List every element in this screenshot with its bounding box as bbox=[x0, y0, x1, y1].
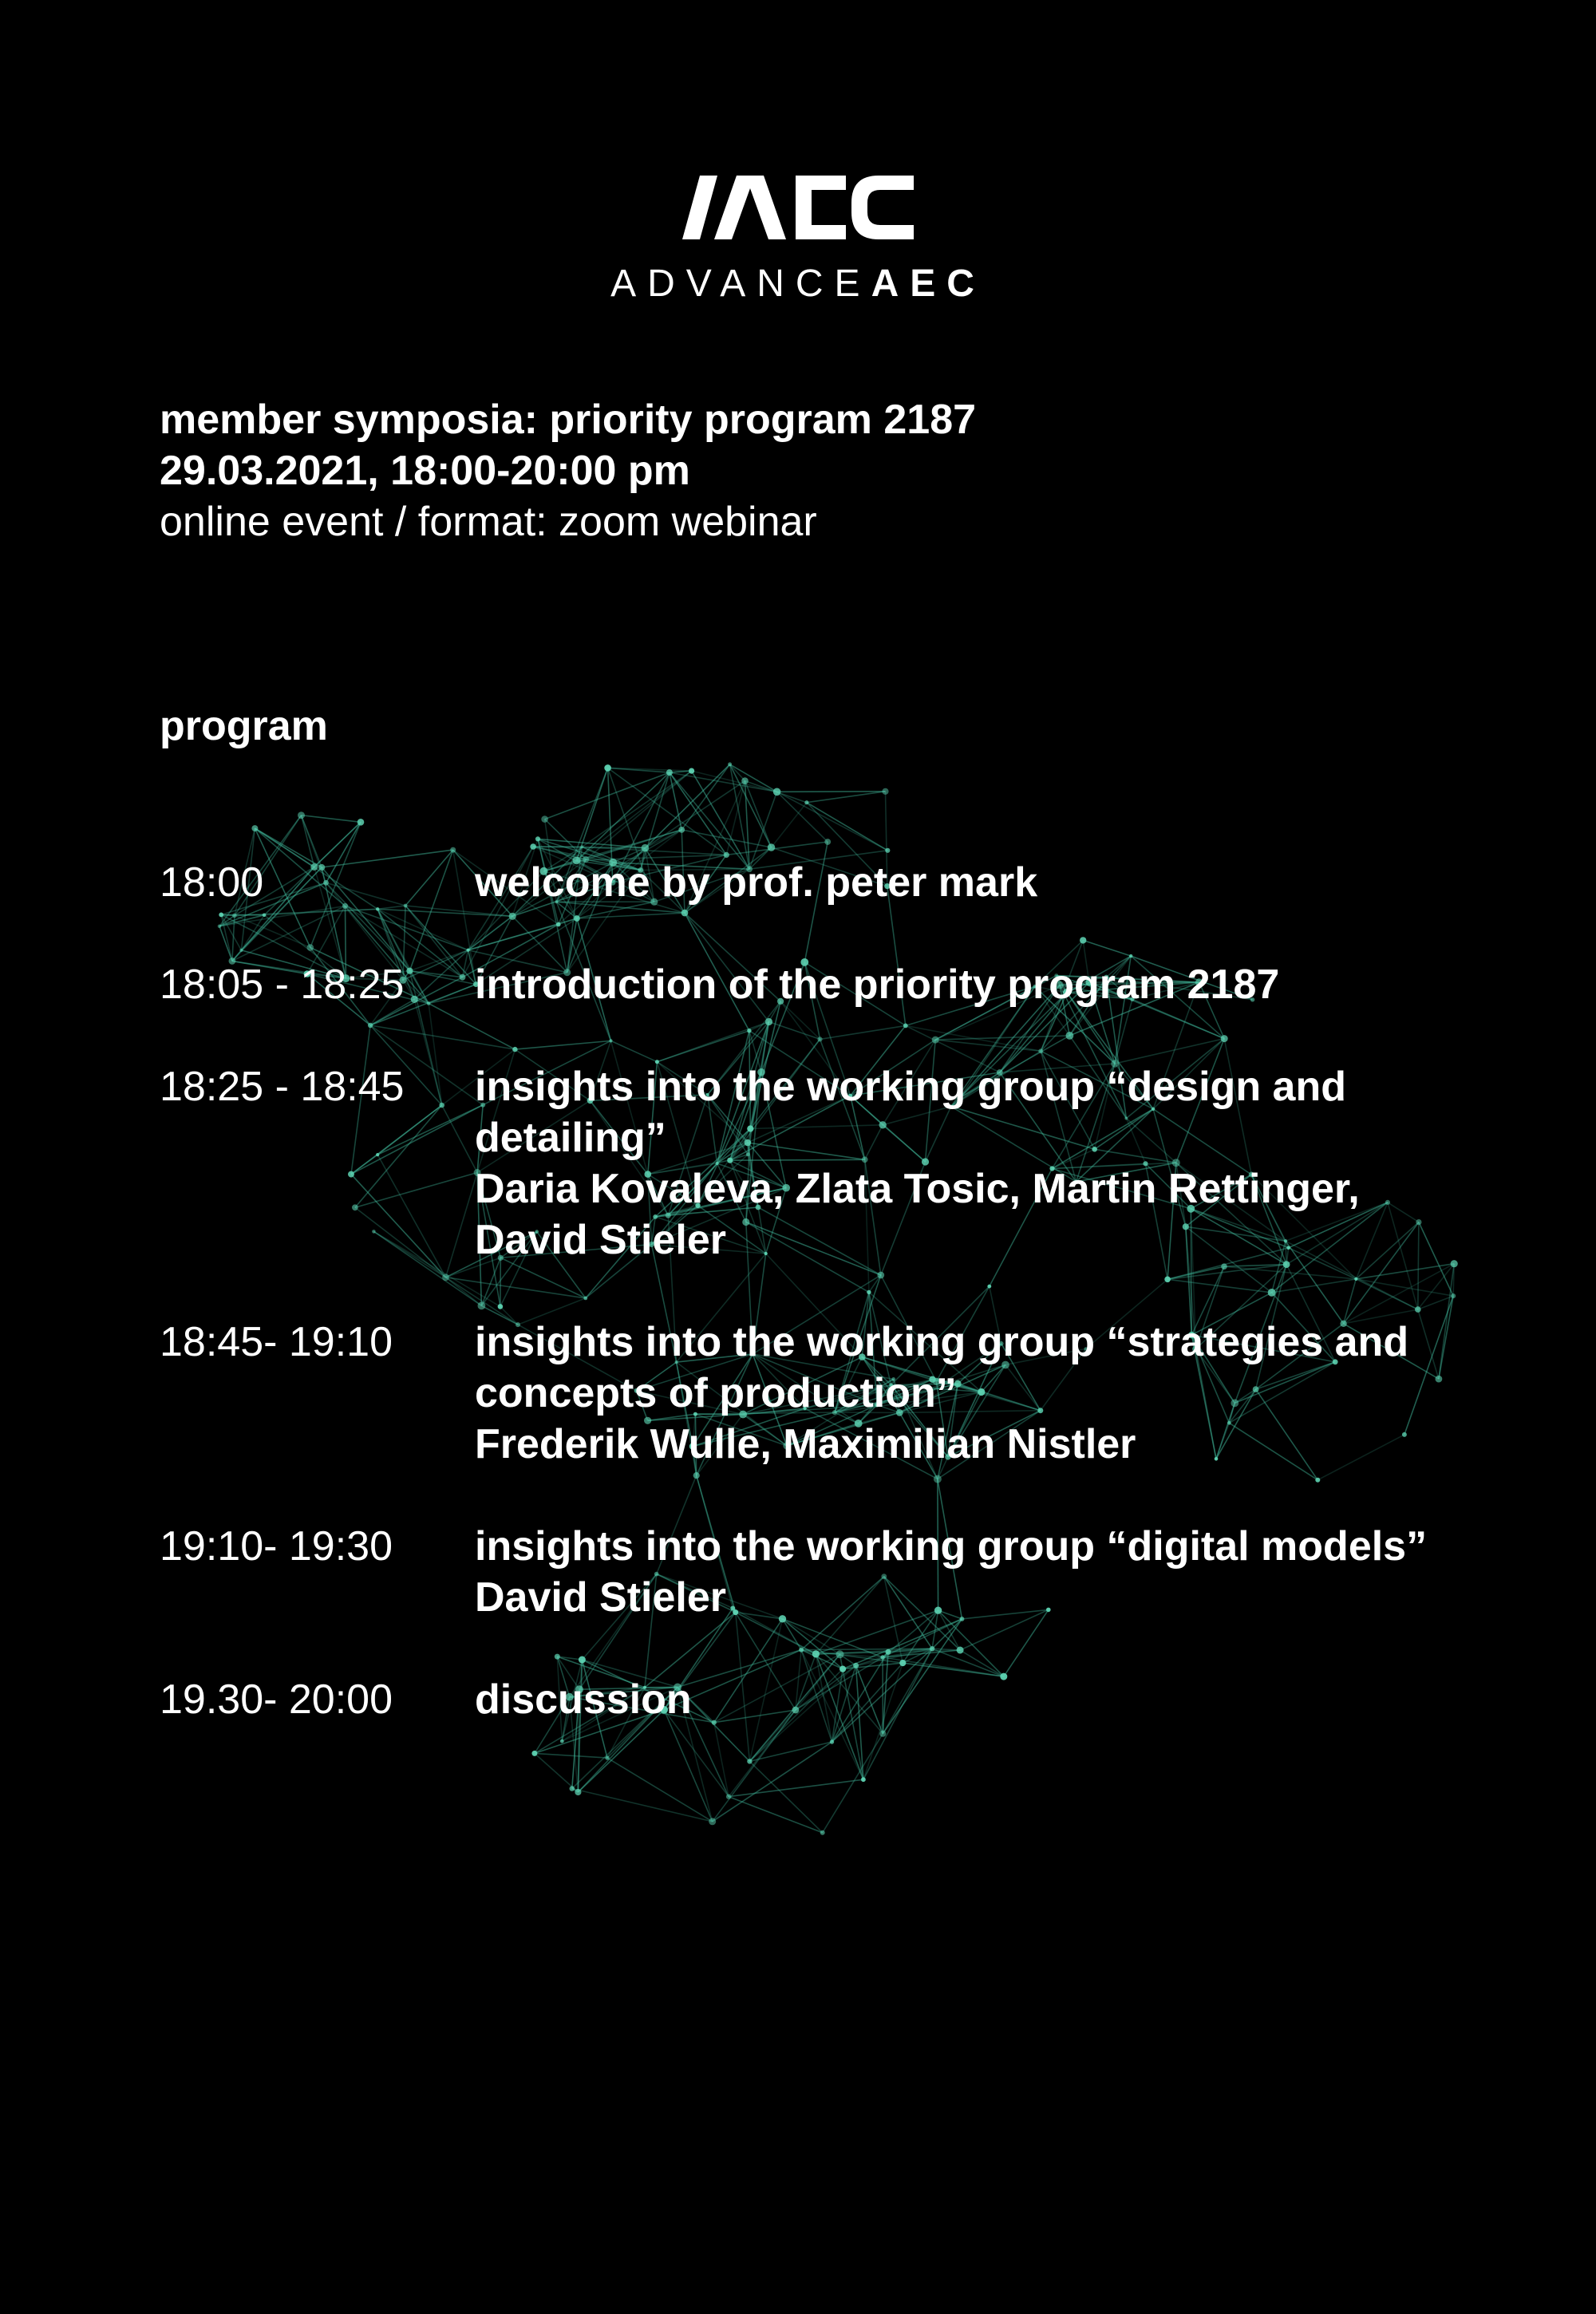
program-item bbox=[160, 1061, 1468, 1266]
network-node bbox=[861, 1777, 866, 1782]
network-node bbox=[666, 769, 673, 776]
program-item-title: insights into the working group “digital models” bbox=[475, 1523, 1428, 1570]
network-node bbox=[773, 788, 781, 796]
network-node bbox=[530, 843, 536, 850]
network-node bbox=[709, 1818, 716, 1825]
program-item-title: insights into the working group “strategies and concepts of production” bbox=[475, 1319, 1409, 1416]
program-item bbox=[160, 1674, 1468, 1725]
network-edge bbox=[670, 772, 749, 869]
logo-wordmark-bold: AEC bbox=[871, 263, 986, 305]
network-node bbox=[820, 1830, 825, 1835]
network-edge bbox=[572, 1789, 713, 1822]
network-node bbox=[678, 827, 685, 833]
program-item-title: insights into the working group “design and detailing” bbox=[475, 1064, 1346, 1161]
network-node bbox=[824, 839, 831, 845]
program-item-title: introduction of the priority program 2187 bbox=[475, 962, 1280, 1008]
network-node bbox=[804, 800, 808, 804]
network-node bbox=[604, 764, 611, 772]
logo-wordmark-light: ADVANCE bbox=[610, 263, 871, 305]
network-node bbox=[580, 845, 583, 848]
network-edge bbox=[729, 1779, 863, 1796]
event-header bbox=[160, 394, 976, 547]
program-item bbox=[160, 959, 1468, 1010]
program-heading: program bbox=[160, 703, 328, 749]
network-node bbox=[358, 819, 365, 826]
network-node bbox=[882, 788, 888, 795]
network-edge bbox=[807, 792, 886, 803]
program-item-content bbox=[475, 959, 1468, 1010]
program-item-content bbox=[475, 1061, 1468, 1266]
network-node bbox=[689, 768, 694, 774]
logo-wordmark bbox=[0, 262, 1596, 306]
network-node bbox=[642, 844, 650, 852]
network-node bbox=[728, 762, 732, 766]
program-item-speakers: David Stieler bbox=[475, 1574, 727, 1621]
program-item-time: 19:10- 19:30 bbox=[160, 1523, 393, 1570]
network-edge bbox=[302, 815, 361, 823]
program-item bbox=[160, 1317, 1468, 1470]
program-item-time: 18:00 bbox=[160, 859, 264, 906]
program-item-time: 18:05 - 18:25 bbox=[160, 962, 405, 1008]
program-item-speakers: Daria Kovaleva, Zlata Tosic, Martin Rettinger, David Stieler bbox=[475, 1166, 1360, 1263]
program-item-title: welcome by prof. peter mark bbox=[475, 859, 1038, 906]
network-node bbox=[768, 843, 776, 851]
network-edge bbox=[777, 792, 888, 851]
network-edge bbox=[772, 803, 807, 847]
network-node bbox=[575, 1789, 581, 1795]
program-item-time: 18:25 - 18:45 bbox=[160, 1064, 405, 1110]
network-node bbox=[298, 811, 305, 819]
event-format: online event / format: zoom webinar bbox=[160, 499, 817, 545]
network-node bbox=[726, 1794, 731, 1799]
event-title: member symposia: priority program 2187 bbox=[160, 397, 977, 443]
aec-logo-mark bbox=[682, 176, 914, 239]
program-item-content bbox=[475, 1317, 1468, 1470]
program-list bbox=[160, 857, 1468, 1776]
program-item bbox=[160, 857, 1468, 908]
network-node bbox=[535, 836, 540, 841]
network-edge bbox=[745, 781, 772, 847]
network-node bbox=[741, 777, 749, 784]
program-item-time: 19.30- 20:00 bbox=[160, 1676, 393, 1723]
program-item-content bbox=[475, 1674, 1468, 1725]
program-item-speakers: Frederik Wulle, Maximilian Nistler bbox=[475, 1421, 1136, 1467]
event-date-time: 29.03.2021, 18:00-20:00 pm bbox=[160, 448, 690, 494]
network-edge bbox=[726, 842, 828, 855]
network-node bbox=[885, 848, 890, 853]
program-item-time: 18:45- 19:10 bbox=[160, 1319, 393, 1365]
network-node bbox=[541, 815, 548, 823]
program-item-content bbox=[475, 857, 1468, 908]
network-node bbox=[450, 847, 456, 853]
program-item bbox=[160, 1521, 1468, 1623]
network-edge bbox=[545, 772, 670, 819]
advanceaec-logo bbox=[0, 176, 1596, 306]
program-item-content bbox=[475, 1521, 1468, 1623]
program-item-title: discussion bbox=[475, 1676, 692, 1723]
network-node bbox=[570, 1786, 575, 1791]
network-node bbox=[251, 825, 258, 831]
